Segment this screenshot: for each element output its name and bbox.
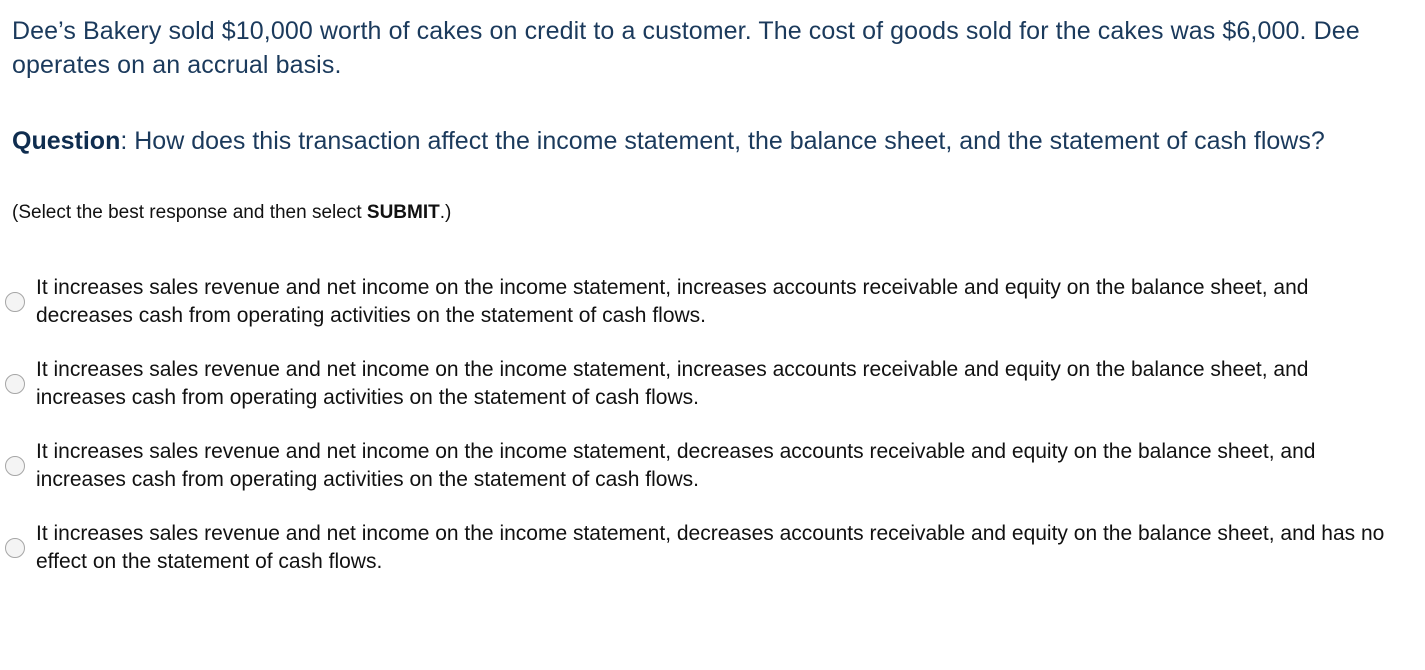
answer-option-3[interactable] (12, 438, 1405, 494)
question-text: How does this transaction affect the income statement, the balance sheet, and the statement of cash flows? (134, 127, 1325, 155)
answer-option-2[interactable] (12, 356, 1405, 412)
instruction-suffix: .) (439, 202, 452, 223)
radio-button-2[interactable] (5, 374, 25, 394)
radio-button-1[interactable] (5, 292, 25, 312)
instruction-text (12, 200, 1405, 226)
answer-option-1[interactable] (12, 274, 1405, 330)
question-prompt (12, 124, 1405, 158)
answer-option-label[interactable]: It increases sales revenue and net income on the income statement, increases accounts receivable and equity on the balance sheet, and decreases cash from operating activities on the statement of cash flows. (36, 276, 1309, 327)
instruction-emphasis: SUBMIT (366, 202, 440, 223)
instruction-prefix: (Select the best response and then select (12, 202, 367, 223)
question-label: Question (12, 127, 121, 155)
answer-option-label[interactable]: It increases sales revenue and net income on the income statement, decreases accounts receivable and equity on the balance sheet, and has no effect on the statement of cash flows. (36, 522, 1385, 573)
answer-option-label[interactable]: It increases sales revenue and net income on the income statement, decreases accounts receivable and equity on the balance sheet, and increases cash from operating activities on the statement of cash flows. (36, 440, 1316, 491)
question-separator: : (120, 127, 135, 155)
answer-option-label[interactable]: It increases sales revenue and net income on the income statement, increases accounts receivable and equity on the balance sheet, and increases cash from operating activities on the statement of cash flows. (36, 358, 1309, 409)
radio-button-3[interactable] (5, 456, 25, 476)
answer-option-4[interactable] (12, 520, 1405, 576)
scenario-text: Dee’s Bakery sold $10,000 worth of cakes on credit to a customer. The cost of goods sold for the cakes was $6,000. Dee operates on an accrual basis. (12, 17, 1360, 79)
answer-options (12, 274, 1405, 576)
radio-button-4[interactable] (5, 538, 25, 558)
